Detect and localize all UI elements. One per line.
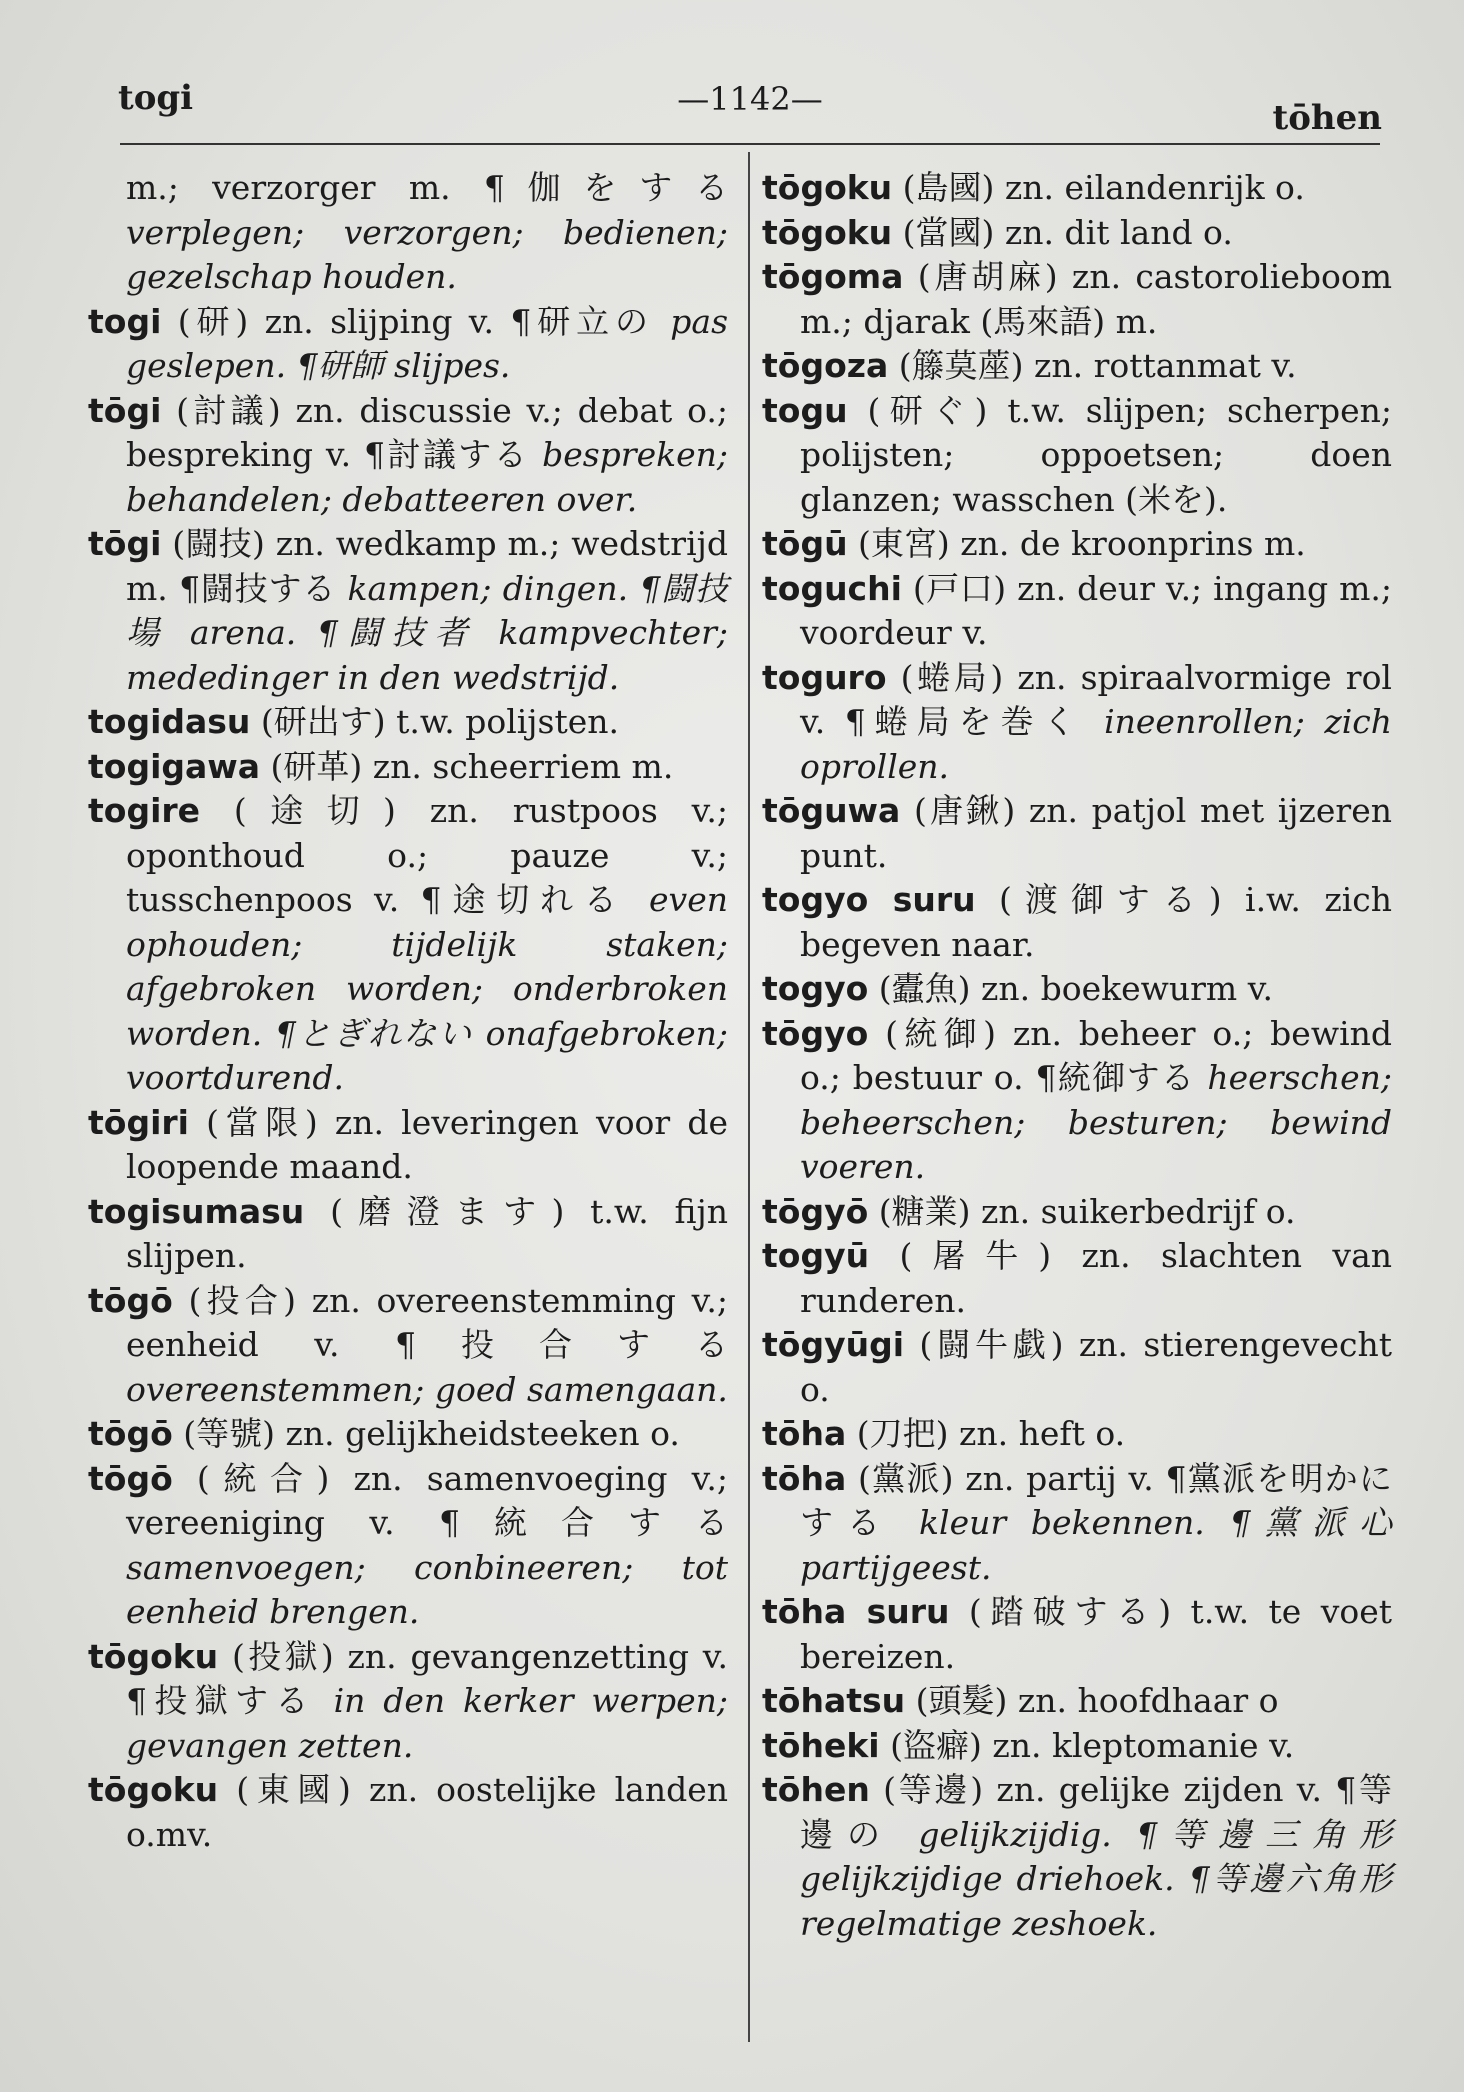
dictionary-entry bbox=[762, 1679, 1392, 1724]
entry-headword: tōgoku bbox=[88, 1636, 219, 1676]
dictionary-entry bbox=[762, 1412, 1392, 1457]
entry-definition: (頭髮) zn. hoofdhaar o bbox=[905, 1681, 1279, 1720]
entry-headword: tōgoma bbox=[762, 257, 904, 296]
entry-definition: (屠牛) zn. slachten van runderen. bbox=[800, 1236, 1392, 1320]
entry-translation: overeenstemmen; goed samengaan. bbox=[126, 1369, 728, 1409]
entry-definition: (闘技) zn. wedkamp m.; wedstrijd m. ¶闘技する bbox=[126, 524, 728, 608]
header-right-guideword: tōhen bbox=[1272, 98, 1382, 138]
entry-headword: togigawa bbox=[88, 746, 261, 786]
entry-headword: togyo suru bbox=[762, 880, 976, 919]
dictionary-entry bbox=[762, 1724, 1392, 1769]
dictionary-entry bbox=[88, 1412, 728, 1457]
entry-headword: tōgō bbox=[88, 1280, 173, 1320]
entry-definition: (島國) zn. eilandenrijk o. bbox=[892, 168, 1305, 207]
dictionary-entry bbox=[762, 389, 1392, 523]
entry-headword: tōgi bbox=[88, 390, 162, 430]
dictionary-entry bbox=[88, 1279, 728, 1413]
entry-headword: tōhen bbox=[762, 1770, 870, 1809]
entry-definition: (統御) zn. beheer o.; bewind o.; bestuur o. ¶統御する bbox=[800, 1013, 1392, 1097]
entry-translation: bespreken; behandelen; debatteeren over. bbox=[126, 435, 728, 519]
entry-definition: (當國) zn. dit land o. bbox=[892, 212, 1233, 252]
entry-headword: tōgyō bbox=[762, 1191, 869, 1231]
entry-definition: (磨澄ます) t.w. fijn slijpen. bbox=[126, 1191, 728, 1275]
entry-translation: pas geslepen. ¶研師 slijpes. bbox=[126, 301, 728, 385]
entry-translation: kleur bekennen. ¶黨派心 partijgeest. bbox=[800, 1503, 1392, 1587]
entry-definition: (研革) zn. scheerriem m. bbox=[260, 746, 674, 786]
dictionary-entry bbox=[88, 389, 728, 523]
entry-definition: (統合) zn. samenvoeging v.; vereeniging v. ¶統合する bbox=[126, 1458, 728, 1542]
entry-headword: tōgyūgi bbox=[762, 1325, 905, 1364]
entry-headword: togyo bbox=[762, 969, 869, 1008]
entry-definition: (當限) zn. leveringen voor de loopende maand. bbox=[126, 1102, 728, 1186]
entry-headword: togire bbox=[88, 791, 201, 830]
page-number: —1142— bbox=[677, 80, 823, 118]
entry-translation: even ophouden; tijdelijk staken; afgebroken worden; onderbroken worden. ¶とぎれない onafgebroken; voortdurend. bbox=[126, 880, 728, 1097]
right-column bbox=[762, 166, 1392, 1946]
entry-headword: tōgoza bbox=[762, 346, 889, 385]
entry-definition: (黨派) zn. partij v. ¶黨派を明かにする bbox=[800, 1458, 1392, 1542]
entry-definition: (蜷局) zn. spiraalvormige rol v. ¶蜷局を巻く bbox=[800, 657, 1392, 741]
entry-definition: (投合) zn. overeenstemming v.; eenheid v. ¶投合する bbox=[126, 1280, 728, 1364]
entry-definition: (戸口) zn. deur v.; ingang m.; voordeur v. bbox=[800, 568, 1392, 652]
entry-headword: tōgoku bbox=[762, 168, 893, 207]
entry-definition: (討議) zn. discussie v.; debat o.; bespreking v. ¶討議する bbox=[126, 390, 728, 474]
entry-definition: (途切) zn. rustpoos v.; oponthoud o.; pauze v.; tusschenpoos v. ¶途切れる bbox=[126, 791, 728, 919]
dictionary-entry bbox=[88, 1635, 728, 1769]
dictionary-entry bbox=[88, 1457, 728, 1635]
dictionary-entry bbox=[762, 1768, 1392, 1946]
dictionary-entry bbox=[762, 878, 1392, 967]
dictionary-entry bbox=[762, 166, 1392, 211]
entry-definition: (等號) zn. gelijkheidsteeken o. bbox=[172, 1414, 680, 1453]
entry-headword: tōguwa bbox=[762, 791, 901, 830]
dictionary-entry bbox=[88, 522, 728, 700]
entry-definition: (刀把) zn. heft o. bbox=[846, 1414, 1126, 1453]
entry-headword: togu bbox=[762, 390, 848, 430]
entry-headword: tōgoku bbox=[88, 1770, 219, 1809]
entry-definition: (投獄) zn. gevangenzetting v. ¶投獄する bbox=[126, 1636, 728, 1720]
dictionary-entry bbox=[762, 1234, 1392, 1323]
dictionary-entry bbox=[762, 1190, 1392, 1235]
entry-headword: toguro bbox=[762, 657, 887, 697]
entry-definition: (研) zn. slijping v. ¶研立の bbox=[161, 301, 671, 341]
dictionary-entry bbox=[762, 344, 1392, 389]
entry-definition: (渡御する) i.w. zich begeven naar. bbox=[800, 880, 1392, 964]
entry-definition: (東宮) zn. de kroonprins m. bbox=[847, 524, 1306, 563]
entry-headword: tōhatsu bbox=[762, 1681, 906, 1720]
entry-headword: tōheki bbox=[762, 1725, 880, 1765]
dictionary-entry bbox=[762, 789, 1392, 878]
entry-headword: tōgō bbox=[88, 1458, 173, 1498]
dictionary-entry bbox=[762, 522, 1392, 567]
entry-headword: tōgū bbox=[762, 524, 848, 563]
dictionary-entry bbox=[762, 1457, 1392, 1591]
entry-definition: (唐鍬) zn. patjol met ijzeren punt. bbox=[800, 791, 1392, 875]
entry-headword: tōgiri bbox=[88, 1102, 189, 1142]
entry-headword: togi bbox=[88, 301, 162, 341]
dictionary-entry bbox=[88, 745, 728, 790]
dictionary-entry bbox=[762, 1323, 1392, 1412]
entry-definition: (研ぐ) t.w. slijpen; scherpen; polijsten; oppoetsen; doen glanzen; wasschen (米を). bbox=[800, 390, 1392, 519]
entry-definition: (籐莫蓙) zn. rottanmat v. bbox=[888, 346, 1297, 385]
dictionary-entry bbox=[88, 789, 728, 1101]
entry-headword: tōgō bbox=[88, 1414, 173, 1453]
entry-definition: (等邊) zn. gelijke zijden v. ¶等邊の bbox=[800, 1770, 1392, 1854]
entry-translation: gelijkzijdig. ¶等邊三角形 gelijkzijdige driehoek. ¶等邊六角形 regelmatige zeshoek. bbox=[800, 1814, 1392, 1943]
entry-definition: (盜癖) zn. kleptomanie v. bbox=[879, 1725, 1295, 1765]
column-divider bbox=[748, 152, 750, 2042]
entry-translation: heerschen; beheerschen; besturen; bewind voeren. bbox=[800, 1058, 1392, 1186]
dictionary-entry bbox=[762, 255, 1392, 344]
entry-headword: tōgi bbox=[88, 524, 162, 563]
entry-headword: tōha bbox=[762, 1414, 847, 1453]
entry-headword: tōgyo bbox=[762, 1013, 869, 1053]
entry-definition: (糖業) zn. suikerbedrijf o. bbox=[868, 1191, 1296, 1231]
entry-headword: tōha bbox=[762, 1458, 847, 1498]
header-left-guideword: togi bbox=[118, 78, 194, 118]
dictionary-entry bbox=[88, 1768, 728, 1857]
entry-definition: (闘牛戯) zn. stierengevecht o. bbox=[800, 1325, 1392, 1409]
entry-headword: toguchi bbox=[762, 568, 902, 608]
entry-headword: togidasu bbox=[88, 702, 251, 741]
entry-definition: (踏破する) t.w. te voet bereizen. bbox=[800, 1592, 1393, 1676]
header-rule bbox=[120, 143, 1380, 145]
entry-headword: togyū bbox=[762, 1236, 870, 1275]
entry-definition: (東國) zn. oostelijke landen o.mv. bbox=[126, 1770, 728, 1854]
entry-translation: ineenrollen; zich oprollen. bbox=[800, 702, 1392, 786]
dictionary-entry bbox=[88, 700, 728, 745]
dictionary-entry bbox=[88, 300, 728, 389]
entry-definition: (蠹魚) zn. boekewurm v. bbox=[868, 969, 1273, 1008]
entry-translation: verplegen; verzorgen; bedienen; gezelschap houden. bbox=[126, 212, 728, 296]
dictionary-entry bbox=[88, 1190, 728, 1279]
left-column bbox=[88, 166, 728, 1857]
entry-headword: togisumasu bbox=[88, 1191, 305, 1231]
entry-headword: tōgoku bbox=[762, 212, 893, 252]
dictionary-entry bbox=[762, 656, 1392, 790]
entry-headword: tōha suru bbox=[762, 1592, 950, 1631]
dictionary-entry bbox=[762, 1012, 1392, 1190]
entry-translation: samenvoegen; conbineeren; tot eenheid brengen. bbox=[126, 1547, 728, 1631]
entry-definition: m.; verzorger m. ¶伽をする bbox=[126, 168, 728, 207]
dictionary-entry bbox=[762, 567, 1392, 656]
dictionary-entry bbox=[88, 166, 728, 300]
page-header bbox=[118, 72, 1382, 138]
dictionary-entry bbox=[762, 211, 1392, 256]
entry-translation: kampen; dingen. ¶闘技場 arena. ¶闘技者 kampvechter; mededinger in den wedstrijd. bbox=[126, 568, 728, 697]
dictionary-entry bbox=[762, 1590, 1392, 1679]
entry-definition: (研出す) t.w. polijsten. bbox=[250, 702, 619, 741]
entry-translation: in den kerker werpen; gevangen zetten. bbox=[126, 1681, 728, 1765]
dictionary-entry bbox=[762, 967, 1392, 1012]
dictionary-entry bbox=[88, 1101, 728, 1190]
entry-definition: (唐胡麻) zn. castorolieboom m.; djarak (馬來語) m. bbox=[800, 257, 1392, 341]
